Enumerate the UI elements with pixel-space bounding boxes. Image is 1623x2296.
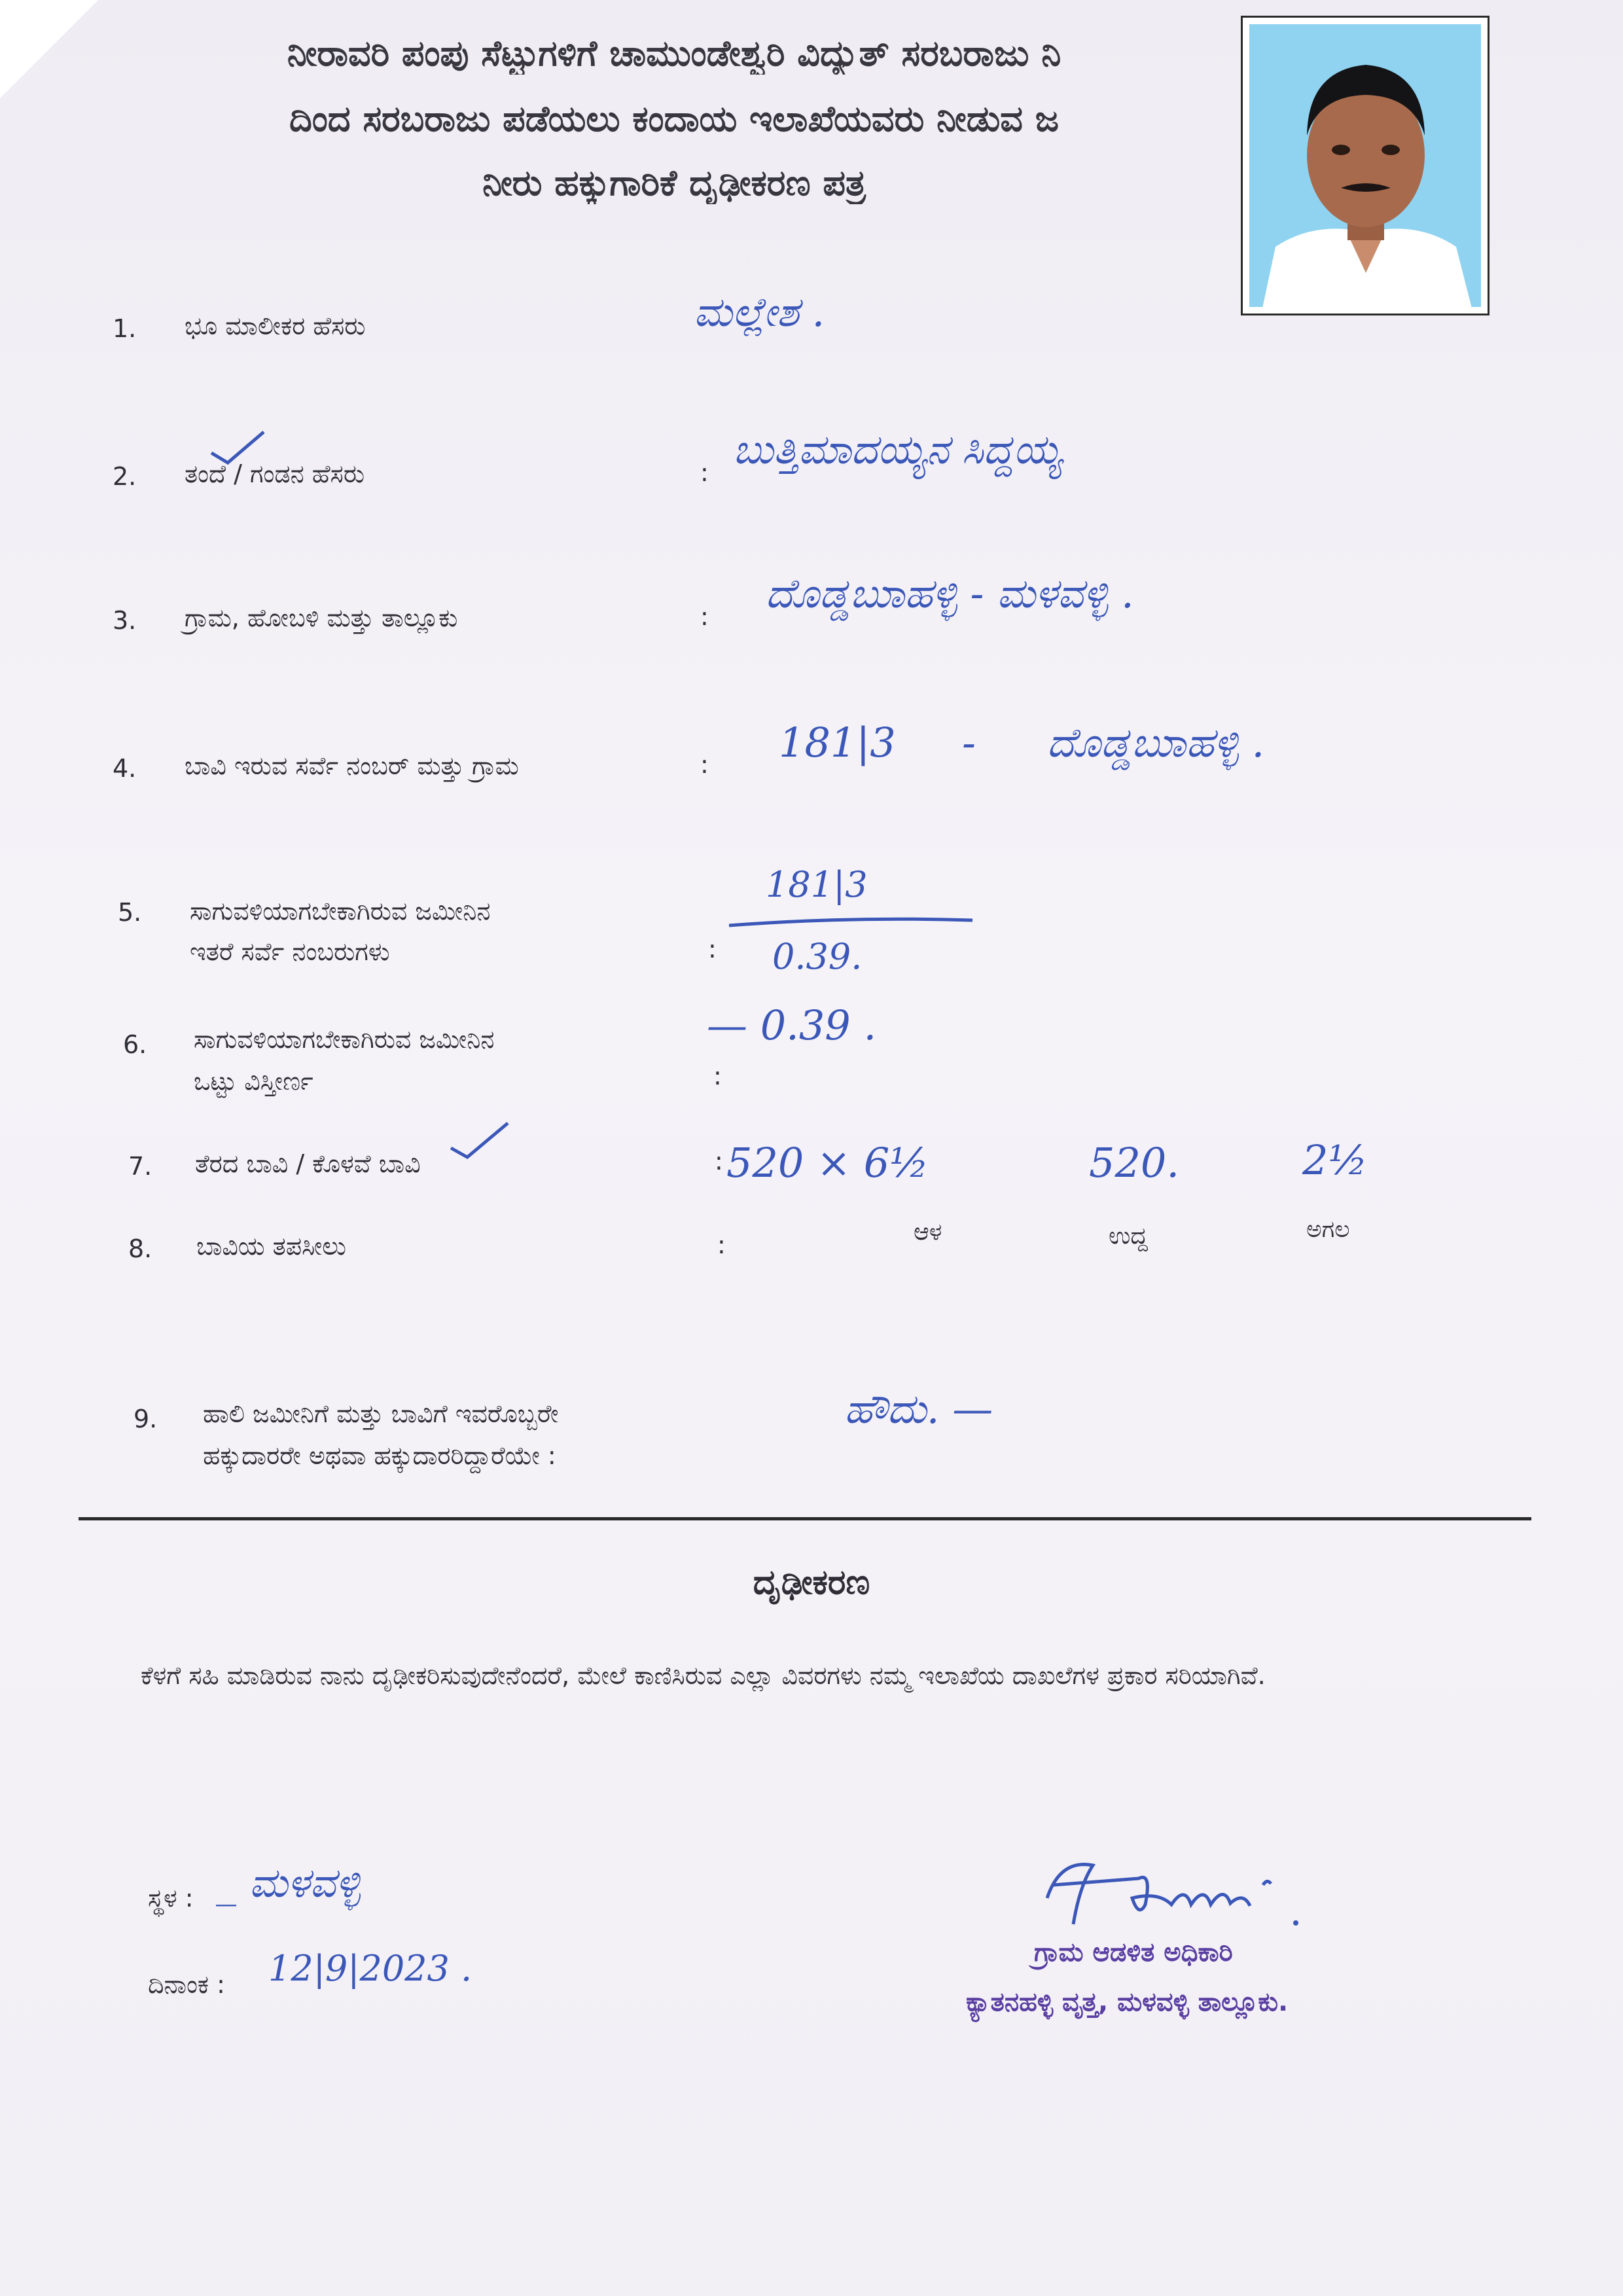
field-2-colon: :	[700, 458, 709, 487]
date-label: ದಿನಾಂಕ :	[148, 1970, 225, 1999]
field-1-value: ಮಲ್ಲೇಶ .	[694, 288, 825, 336]
field-9-label-line-2: ಹಕ್ಕುದಾರರೇ ಅಥವಾ ಹಕ್ಕುದಾರರಿದ್ದಾರೆಯೇ :	[203, 1441, 556, 1470]
field-5-colon: :	[708, 935, 717, 963]
field-8-colon: :	[717, 1230, 726, 1259]
header-line-1: ನೀರಾವರಿ ಪಂಪು ಸೆಟ್ಟುಗಳಿಗೆ ಚಾಮುಂಡೇಶ್ವರಿ ವಿದ್ಯುತ್ ಸರಬರಾಜು ನಿ	[287, 33, 1061, 74]
header-line-3: ನೀರು ಹಕ್ಕುಗಾರಿಕೆ ದೃಢೀಕರಣ ಪತ್ರ	[482, 162, 866, 204]
field-5-label-line-1: ಸಾಗುವಳಿಯಾಗಬೇಕಾಗಿರುವ ಜಮೀನಿನ	[190, 897, 491, 925]
depth-label: ಆಳ	[914, 1219, 942, 1246]
field-7-label: ತೆರದ ಬಾವಿ / ಕೊಳವೆ ಬಾವಿ	[195, 1149, 421, 1178]
field-9-label-line-1: ಹಾಲಿ ಜಮೀನಿಗೆ ಮತ್ತು ಬಾವಿಗೆ ಇವರೊಬ್ಬರೇ	[203, 1399, 559, 1428]
folded-corner	[0, 0, 98, 98]
field-6-value: — 0.39 .	[707, 1001, 877, 1049]
section-divider	[79, 1517, 1531, 1520]
fraction-line	[726, 916, 975, 929]
field-4-label: ಬಾವಿ ಇರುವ ಸರ್ವೆ ನಂಬರ್ ಮತ್ತು ಗ್ರಾಮ	[185, 751, 519, 780]
certification-text: ಕೆಳಗೆ ಸಹಿ ಮಾಡಿರುವ ನಾನು ದೃಢೀಕರಿಸುವುದೇನೆಂದರೆ, ಮೇಲೆ ಕಾಣಿಸಿರುವ ಎಲ್ಲಾ ವಿವರಗಳು ನಮ್ಮ ಇಲಾಖೆಯ ದಾಖಲೆಗಳ ಪ್ರಕಾರ ಸರಿಯಾಗಿವೆ.	[141, 1661, 1266, 1690]
field-4-village: ದೊಡ್ಡಬುಾಹಳ್ಳಿ .	[1047, 719, 1265, 766]
field-1-label: ಭೂ ಮಾಲೀಕರ ಹೆಸರು	[185, 312, 366, 340]
place-label: ಸ್ಥಳ :	[148, 1884, 194, 1912]
field-2-number: 2.	[113, 462, 137, 491]
field-3-colon: :	[700, 602, 709, 631]
field-2-label: ತಂದೆ / ಗಂಡನ ಹೆಸರು	[185, 459, 365, 488]
certification-title: ದೃಢೀಕರಣ	[753, 1563, 870, 1602]
field-4-colon: :	[700, 750, 709, 779]
field-4-dash: -	[962, 719, 976, 766]
field-5-number: 5.	[118, 898, 142, 927]
field-8-label: ಬಾವಿಯ ತಪಸೀಲು	[196, 1232, 346, 1261]
field-6-label-line-2: ಒಟ್ಟು ವಿಸ್ತೀರ್ಣ	[194, 1067, 313, 1096]
officer-stamp-office: ಕ್ಯಾತನಹಳ್ಳಿ ವೃತ್ತ, ಮಳವಳ್ಳಿ ತಾಲ್ಲೂಕು.	[966, 1987, 1289, 2017]
field-1-number: 1.	[113, 314, 137, 343]
field-9-number: 9.	[134, 1405, 158, 1433]
applicant-portrait	[1249, 24, 1481, 307]
field-7-number: 7.	[128, 1152, 152, 1181]
field-7-width-value: 2½	[1302, 1136, 1368, 1184]
field-6-number: 6.	[123, 1030, 147, 1059]
field-5-numerator: 181|3	[766, 864, 868, 905]
field-9-value: ಹೌದು. —	[844, 1385, 993, 1433]
checkmark-icon-2	[448, 1117, 513, 1162]
field-6-colon: :	[713, 1062, 722, 1090]
field-6-label-line-1: ಸಾಗುವಳಿಯಾಗಬೇಕಾಗಿರುವ ಜಮೀನಿನ	[194, 1025, 495, 1054]
checkmark-icon	[208, 427, 267, 466]
header-line-2: ದಿಂದ ಸರಬರಾಜು ಪಡೆಯಲು ಕಂದಾಯ ಇಲಾಖೆಯವರು ನೀಡುವ ಜ	[289, 98, 1060, 139]
field-3-label: ಗ್ರಾಮ, ಹೋಬಳಿ ಮತ್ತು ತಾಲ್ಲೂಕು	[185, 603, 458, 632]
place-value: _ ಮಳವಳ್ಳಿ	[216, 1859, 361, 1907]
field-3-value: ದೊಡ್ಡಬುಾಹಳ್ಳಿ - ಮಳವಳ್ಳಿ .	[766, 569, 1134, 617]
date-value: 12|9|2023 .	[268, 1948, 473, 1989]
field-5-denominator: 0.39.	[772, 936, 863, 977]
field-7-colon: :	[715, 1147, 723, 1175]
field-7-length-value: 520.	[1089, 1139, 1180, 1187]
field-5-label-line-2: ಇತರೆ ಸರ್ವೆ ನಂಬರುಗಳು	[190, 937, 390, 966]
field-2-value: ಬುತ್ತಿಮಾದಯ್ಯನ ಸಿದ್ದಯ್ಯ	[733, 425, 1063, 473]
width-label: ಅಗಲ	[1306, 1216, 1350, 1243]
field-7-depth-value: 520 × 6½	[726, 1139, 929, 1187]
applicant-photo	[1241, 16, 1489, 315]
field-8-number: 8.	[128, 1234, 152, 1263]
field-4-number: 4.	[113, 754, 137, 783]
length-label: ಉದ್ದ	[1109, 1223, 1148, 1249]
field-4-survey-number: 181|3	[779, 719, 896, 766]
field-3-number: 3.	[113, 606, 137, 635]
officer-stamp-title: ಗ್ರಾಮ ಆಡಳಿತ ಅಧಿಕಾರಿ	[1034, 1937, 1233, 1967]
officer-signature	[1034, 1846, 1322, 1937]
